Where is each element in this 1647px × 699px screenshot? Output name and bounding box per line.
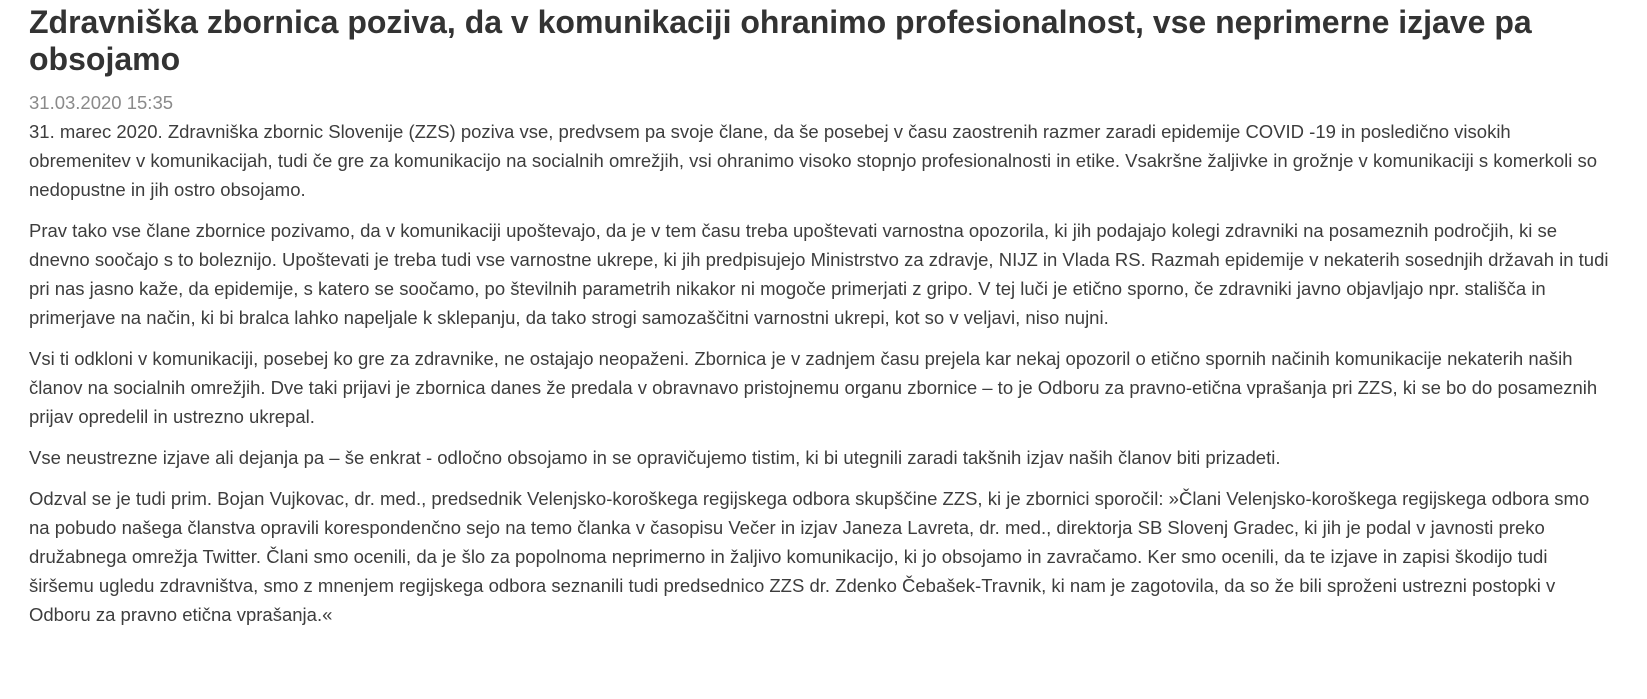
article-paragraph: Vsi ti odkloni v komunikaciji, posebej ko gre za zdravnike, ne ostajajo neopaženi. Zbornica je v zadnjem času prejela kar nekaj opozoril o etično spornih načinih komunikacije nekaterih naših članov na socialnih omrežjih. Dve taki prijavi je zbornica danes že predala v obravnavo pristojnemu organu zbornice – to je Odboru za pravno-etična vprašanja pri ZZS, ki se bo do posameznih prijav opredelil in ustrezno ukrepal.	[29, 348, 1598, 427]
article-paragraph: Vse neustrezne izjave ali dejanja pa – še enkrat - odločno obsojamo in se opravičujemo tistim, ki bi utegnili zaradi takšnih izjav naših članov biti prizadeti.	[29, 447, 1281, 468]
article-paragraph: Prav tako vse člane zbornice pozivamo, da v komunikaciji upoštevajo, da je v tem času treba upoštevati varnostna opozorila, ki jih podajajo kolegi zdravniki na posameznih področjih, ki se dnevno soočajo s to boleznijo. Upoštevati je treba tudi vse varnostne ukrepe, ki jih predpisujejo Ministrstvo za zdravje, NIJZ in Vlada RS. Razmah epidemije v nekaterih sosednjih državah in tudi pri nas jasno kaže, da epidemije, s katero se soočamo, po številnih parametrih nikakor ni mogoče primerjati z gripo. V tej luči je etično sporno, če zdravniki javno objavljajo npr. stališča in primerjave na način, ki bi bralca lahko napeljale k sklepanju, da tako strogi samozaščitni varnostni ukrepi, kot so v veljavi, niso nujni.	[29, 220, 1609, 328]
article-paragraph: Odzval se je tudi prim. Bojan Vujkovac, dr. med., predsednik Velenjsko-koroškega regijskega odbora skupščine ZZS, ki je zbornici sporočil: »Člani Velenjsko-koroškega regijskega odbora smo na pobudo našega članstva opravili korespondenčno sejo na temo članka v časopisu Večer in izjav Janeza Lavreta, dr. med., direktorja SB Slovenj Gradec, ki jih je podal v javnosti preko družabnega omrežja Twitter. Člani smo ocenili, da je šlo za popolnoma neprimerno in žaljivo komunikacijo, ki jo obsojamo in zavračamo. Ker smo ocenili, da te izjave in zapisi škodijo tudi širšemu ugledu zdravništva, smo z mnenjem regijskega odbora seznanili tudi predsednico ZZS dr. Zdenko Čebašek-Travnik, ki nam je zagotovila, da so že bili sproženi ustrezni postopki v Odboru za pravno etična vprašanja.«	[29, 488, 1590, 625]
article-title: Zdravniška zbornica poziva, da v komunikaciji ohranimo profesionalnost, vse neprimerne izjave pa obsojamo	[29, 4, 1532, 77]
article-date: 31.03.2020 15:35	[29, 92, 174, 113]
article-paragraph: 31. marec 2020. Zdravniška zbornic Slovenije (ZZS) poziva vse, predvsem pa svoje člane, da še posebej v času zaostrenih razmer zaradi epidemije COVID -19 in posledično visokih obremenitev v komunikacijah, tudi če gre za komunikacijo na socialnih omrežjih, vsi ohranimo visoko stopnjo profesionalnosti in etike. Vsakršne žaljivke in grožnje v komunikaciji s komerkoli so nedopustne in jih ostro obsojamo.	[29, 121, 1598, 200]
